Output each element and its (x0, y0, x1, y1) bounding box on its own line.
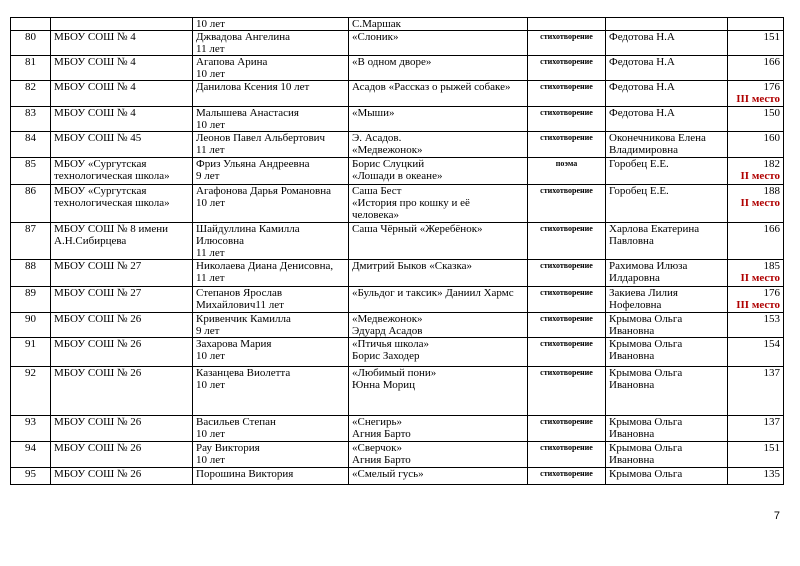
table-row (11, 107, 784, 132)
school-line: МБОУ СОШ № 27 (54, 260, 142, 272)
cell-number: 83 (11, 107, 51, 132)
teacher-line: Федотова Н.А (609, 107, 675, 119)
work-line: С.Маршак (352, 18, 401, 30)
cell-school (51, 468, 193, 485)
school-line: МБОУ СОШ № 26 (54, 468, 142, 480)
score-value: 188 (763, 185, 780, 197)
score-value: 137 (763, 367, 780, 379)
participant-line: 10 лет (196, 379, 225, 391)
cell-genre: стихотворение (528, 313, 606, 338)
table-row (11, 367, 784, 416)
cell-teacher (606, 338, 728, 367)
place-label: II место (740, 170, 780, 182)
participant-line: 10 лет (196, 68, 225, 80)
score-value: 166 (763, 56, 780, 68)
table-row (11, 158, 784, 185)
work-line: «Сверчок» (352, 442, 402, 454)
participant-line: 11 лет (196, 43, 225, 55)
teacher-line: Павловна (609, 235, 654, 247)
cell-participant (193, 31, 349, 56)
participant-line: Данилова Ксения 10 лет (196, 81, 310, 93)
cell-school (51, 18, 193, 31)
table-row (11, 442, 784, 468)
cell-school (51, 81, 193, 107)
school-line: МБОУ СОШ № 4 (54, 81, 136, 93)
participant-line: Агафонова Дарья Романовна (196, 185, 331, 197)
cell-school (51, 260, 193, 287)
cell-score (728, 107, 784, 132)
participant-line: Джвадова Ангелина (196, 31, 291, 43)
cell-work (349, 367, 528, 416)
cell-score (728, 185, 784, 223)
work-line: Дмитрий Быков «Сказка» (352, 260, 473, 272)
work-line: «Медвежонок» (352, 144, 423, 156)
cell-score (728, 338, 784, 367)
cell-participant (193, 416, 349, 442)
cell-participant (193, 56, 349, 81)
cell-score (728, 31, 784, 56)
school-line: МБОУ «Сургутская (54, 158, 147, 170)
work-line: «История про кошку и её (352, 197, 470, 209)
cell-participant (193, 287, 349, 313)
cell-school (51, 185, 193, 223)
cell-genre: стихотворение (528, 81, 606, 107)
cell-score (728, 468, 784, 485)
table-row (11, 313, 784, 338)
participant-line: Илюсовна (196, 235, 244, 247)
cell-work (349, 185, 528, 223)
cell-number (11, 18, 51, 31)
table-row (11, 468, 784, 485)
cell-school (51, 223, 193, 260)
cell-school (51, 338, 193, 367)
cell-teacher (606, 132, 728, 158)
cell-number: 89 (11, 287, 51, 313)
school-line: МБОУ СОШ № 4 (54, 31, 136, 43)
table-row (11, 185, 784, 223)
cell-school (51, 287, 193, 313)
work-line: Юнна Мориц (352, 379, 415, 391)
work-line: человека» (352, 209, 399, 221)
participant-line: Михайлович11 лет (196, 299, 284, 311)
teacher-line: Крымова Ольга (609, 338, 683, 350)
work-line: Борис Слуцкий (352, 158, 425, 170)
participant-line: 10 лет (196, 428, 225, 440)
participant-line: Малышева Анастасия (196, 107, 299, 119)
cell-participant (193, 185, 349, 223)
participant-line: Николаева Диана Денисовна, (196, 260, 334, 272)
cell-work (349, 468, 528, 485)
teacher-line: Крымова Ольга (609, 313, 683, 325)
teacher-line: Ивановна (609, 428, 655, 440)
participant-line: Казанцева Виолетта (196, 367, 291, 379)
participant-line: 9 лет (196, 170, 220, 182)
place-label: III место (736, 93, 780, 105)
cell-participant (193, 107, 349, 132)
participant-line: 11 лет (196, 272, 225, 284)
cell-participant (193, 132, 349, 158)
cell-score (728, 367, 784, 416)
work-line: Борис Заходер (352, 350, 420, 362)
table-row (11, 416, 784, 442)
cell-participant (193, 367, 349, 416)
cell-work (349, 18, 528, 31)
score-value: 151 (763, 31, 780, 43)
cell-score (728, 287, 784, 313)
cell-score (728, 56, 784, 81)
teacher-line: Крымова Ольга (609, 442, 683, 454)
school-line: МБОУ «Сургутская (54, 185, 147, 197)
teacher-line: Федотова Н.А (609, 81, 675, 93)
cell-teacher (606, 223, 728, 260)
work-line: «Медвежонок» (352, 313, 423, 325)
teacher-line: Илдаровна (609, 272, 660, 284)
score-value: 166 (763, 223, 780, 235)
participant-line: 10 лет (196, 119, 225, 131)
school-line: МБОУ СОШ № 45 (54, 132, 142, 144)
cell-participant (193, 158, 349, 185)
school-line: МБОУ СОШ № 26 (54, 442, 142, 454)
cell-genre: стихотворение (528, 223, 606, 260)
cell-teacher (606, 442, 728, 468)
participant-line: 10 лет (196, 350, 225, 362)
cell-work (349, 416, 528, 442)
place-label: II место (740, 272, 780, 284)
cell-genre: стихотворение (528, 338, 606, 367)
cell-number: 92 (11, 367, 51, 416)
cell-score (728, 260, 784, 287)
score-value: 151 (763, 442, 780, 454)
results-table (10, 17, 784, 485)
work-line: «Смелый гусь» (352, 468, 424, 480)
cell-work (349, 313, 528, 338)
cell-score (728, 442, 784, 468)
teacher-line: Горобец Е.Е. (609, 158, 669, 170)
cell-teacher (606, 81, 728, 107)
cell-genre: стихотворение (528, 132, 606, 158)
work-line: «Снегирь» (352, 416, 403, 428)
work-line: Агния Барто (352, 454, 411, 466)
score-value: 154 (763, 338, 780, 350)
school-line: МБОУ СОШ № 8 имени (54, 223, 169, 235)
table-row (11, 260, 784, 287)
cell-school (51, 442, 193, 468)
school-line: МБОУ СОШ № 27 (54, 287, 142, 299)
cell-score (728, 132, 784, 158)
cell-participant (193, 81, 349, 107)
work-line: «Бульдог и таксик» Даниил Хармс (352, 287, 514, 299)
cell-score (728, 18, 784, 31)
cell-teacher (606, 185, 728, 223)
cell-genre: стихотворение (528, 416, 606, 442)
cell-participant (193, 223, 349, 260)
table-row (11, 338, 784, 367)
score-value: 135 (763, 468, 780, 480)
cell-number: 81 (11, 56, 51, 81)
cell-score (728, 81, 784, 107)
participant-line: Васильев Степан (196, 416, 276, 428)
score-value: 182 (763, 158, 780, 170)
table-row (11, 56, 784, 81)
school-line: МБОУ СОШ № 4 (54, 56, 136, 68)
teacher-line: Федотова Н.А (609, 31, 675, 43)
cell-number: 86 (11, 185, 51, 223)
work-line: Саша Бест (352, 185, 402, 197)
cell-teacher (606, 287, 728, 313)
cell-teacher (606, 313, 728, 338)
cell-teacher (606, 31, 728, 56)
cell-teacher (606, 260, 728, 287)
teacher-line: Ивановна (609, 325, 655, 337)
cell-genre: стихотворение (528, 185, 606, 223)
cell-teacher (606, 18, 728, 31)
participant-line: Шайдуллина Камилла (196, 223, 300, 235)
results-table-body (11, 18, 784, 485)
work-line: Асадов «Рассказ о рыжей собаке» (352, 81, 511, 93)
cell-work (349, 31, 528, 56)
cell-work (349, 260, 528, 287)
cell-teacher (606, 158, 728, 185)
cell-genre: стихотворение (528, 367, 606, 416)
work-line: «Лошади в океане» (352, 170, 443, 182)
teacher-line: Ивановна (609, 379, 655, 391)
cell-school (51, 56, 193, 81)
participant-line: 10 лет (196, 454, 225, 466)
school-line: технологическая школа» (54, 170, 170, 182)
cell-work (349, 56, 528, 81)
work-line: «В одном дворе» (352, 56, 432, 68)
school-line: МБОУ СОШ № 26 (54, 338, 142, 350)
score-value: 176 (763, 287, 780, 299)
cell-number: 82 (11, 81, 51, 107)
page-number: 7 (773, 510, 780, 522)
cell-participant (193, 468, 349, 485)
teacher-line: Крымова Ольга (609, 416, 683, 428)
cell-genre: стихотворение (528, 260, 606, 287)
teacher-line: Ивановна (609, 350, 655, 362)
table-row-continued (11, 18, 784, 31)
cell-school (51, 31, 193, 56)
work-line: Агния Барто (352, 428, 411, 440)
work-line: Эдуард Асадов (352, 325, 423, 337)
cell-number: 94 (11, 442, 51, 468)
teacher-line: Оконечникова Елена (609, 132, 706, 144)
teacher-line: Крымова Ольга (609, 367, 683, 379)
cell-score (728, 313, 784, 338)
cell-genre: стихотворение (528, 107, 606, 132)
score-value: 137 (763, 416, 780, 428)
place-label: II место (740, 197, 780, 209)
work-line: «Птичья школа» (352, 338, 429, 350)
work-line: Э. Асадов. (352, 132, 402, 144)
cell-school (51, 367, 193, 416)
cell-teacher (606, 367, 728, 416)
cell-work (349, 223, 528, 260)
cell-school (51, 132, 193, 158)
cell-number: 80 (11, 31, 51, 56)
school-line: технологическая школа» (54, 197, 170, 209)
participant-line: Фриз Ульяна Андреевна (196, 158, 310, 170)
cell-participant (193, 442, 349, 468)
cell-teacher (606, 107, 728, 132)
cell-work (349, 107, 528, 132)
cell-work (349, 132, 528, 158)
participant-line: 10 лет (196, 197, 225, 209)
cell-number: 87 (11, 223, 51, 260)
teacher-line: Нофеловна (609, 299, 662, 311)
cell-number: 95 (11, 468, 51, 485)
work-line: «Мыши» (352, 107, 395, 119)
table-row (11, 223, 784, 260)
cell-school (51, 416, 193, 442)
participant-line: Захарова Мария (196, 338, 272, 350)
cell-number: 91 (11, 338, 51, 367)
participant-line: Агапова Арина (196, 56, 268, 68)
teacher-line: Харлова Екатерина (609, 223, 700, 235)
table-row (11, 287, 784, 313)
table-row (11, 31, 784, 56)
cell-score (728, 158, 784, 185)
participant-line: 9 лет (196, 325, 220, 337)
cell-work (349, 287, 528, 313)
cell-participant (193, 18, 349, 31)
school-line: МБОУ СОШ № 26 (54, 367, 142, 379)
cell-participant (193, 338, 349, 367)
table-row (11, 132, 784, 158)
cell-participant (193, 260, 349, 287)
cell-school (51, 158, 193, 185)
teacher-line: Федотова Н.А (609, 56, 675, 68)
cell-genre: стихотворение (528, 287, 606, 313)
cell-number: 90 (11, 313, 51, 338)
cell-number: 84 (11, 132, 51, 158)
teacher-line: Ивановна (609, 454, 655, 466)
work-line: «Любимый пони» (352, 367, 437, 379)
participant-line: 11 лет (196, 247, 225, 259)
table-row (11, 81, 784, 107)
teacher-line: Крымова Ольга (609, 468, 683, 480)
cell-work (349, 158, 528, 185)
participant-line: Леонов Павел Альбертович (196, 132, 326, 144)
work-line: Саша Чёрный «Жеребёнок» (352, 223, 483, 235)
school-line: МБОУ СОШ № 4 (54, 107, 136, 119)
cell-score (728, 223, 784, 260)
cell-school (51, 313, 193, 338)
cell-genre: стихотворение (528, 56, 606, 81)
cell-genre: стихотворение (528, 442, 606, 468)
school-line: МБОУ СОШ № 26 (54, 416, 142, 428)
cell-work (349, 81, 528, 107)
participant-line: Кривенчик Камилла (196, 313, 291, 325)
score-value: 150 (763, 107, 780, 119)
cell-school (51, 107, 193, 132)
cell-number: 88 (11, 260, 51, 287)
participant-line: Порошина Виктория (196, 468, 294, 480)
cell-number: 85 (11, 158, 51, 185)
score-value: 160 (763, 132, 780, 144)
school-line: МБОУ СОШ № 26 (54, 313, 142, 325)
school-line: А.Н.Сибирцева (54, 235, 127, 247)
place-label: III место (736, 299, 780, 311)
cell-genre: стихотворение (528, 468, 606, 485)
teacher-line: Закиева Лилия (609, 287, 678, 299)
cell-teacher (606, 56, 728, 81)
work-line: «Слоник» (352, 31, 399, 43)
cell-work (349, 338, 528, 367)
participant-line: Рау Виктория (196, 442, 260, 454)
cell-participant (193, 313, 349, 338)
cell-teacher (606, 416, 728, 442)
cell-teacher (606, 468, 728, 485)
participant-line: Степанов Ярослав (196, 287, 283, 299)
score-value: 176 (763, 81, 780, 93)
cell-genre: стихотворение (528, 31, 606, 56)
cell-score (728, 416, 784, 442)
teacher-line: Горобец Е.Е. (609, 185, 669, 197)
teacher-line: Владимировна (609, 144, 679, 156)
cell-number: 93 (11, 416, 51, 442)
cell-genre (528, 18, 606, 31)
participant-line: 11 лет (196, 144, 225, 156)
teacher-line: Рахимова Илюза (609, 260, 688, 272)
participant-line: 10 лет (196, 18, 225, 30)
score-value: 185 (763, 260, 780, 272)
score-value: 153 (763, 313, 780, 325)
cell-genre: поэма (528, 158, 606, 185)
cell-work (349, 442, 528, 468)
